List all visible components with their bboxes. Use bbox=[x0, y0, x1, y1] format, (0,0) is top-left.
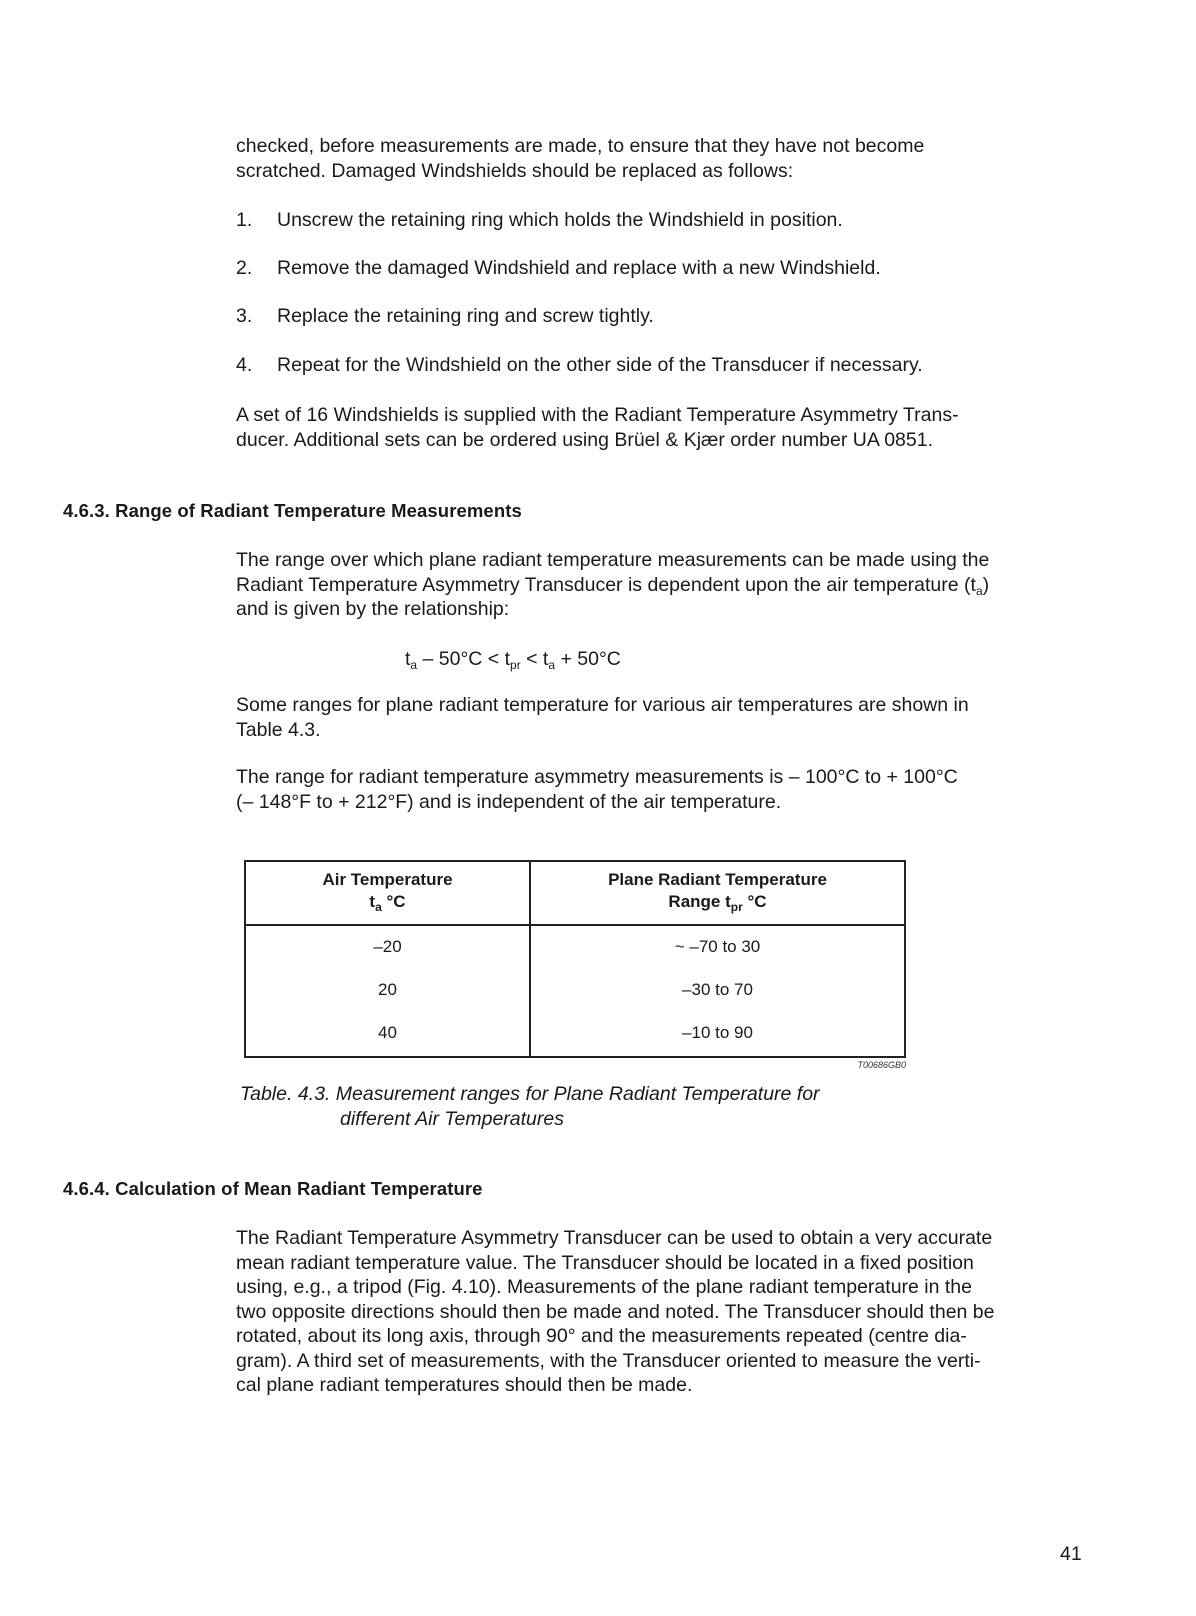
range-line-2-close: ) bbox=[982, 573, 990, 596]
table-cell-air: 40 bbox=[378, 1023, 397, 1042]
mean-radiant-line: using, e.g., a tripod (Fig. 4.10). Measurements of the plane radiant temperature in the bbox=[236, 1276, 972, 1298]
formula-mid1: – 50°C < t bbox=[417, 648, 511, 670]
range-line-2-text: Radiant Temperature Asymmetry Transducer is dependent upon the air temperature (t bbox=[236, 573, 976, 596]
intro-line-1: checked, before measurements are made, to ensure that they have not become bbox=[236, 135, 925, 157]
section-heading-4-6-4: 4.6.4. Calculation of Mean Radiant Temperature bbox=[63, 1178, 483, 1199]
header-radiant-label: Range t bbox=[668, 892, 731, 911]
formula-sub-a2: a bbox=[548, 658, 556, 672]
formula-sub-a1: a bbox=[410, 658, 418, 672]
table-cell-range: –30 to 70 bbox=[682, 980, 753, 999]
ranges-line-2: Table 4.3. bbox=[236, 718, 321, 741]
header-air-line-1: Air Temperature bbox=[322, 870, 453, 889]
mean-radiant-paragraph bbox=[236, 1226, 1082, 1398]
step-text: Replace the retaining ring and screw tightly. bbox=[277, 305, 654, 327]
header-radiant-subscript: pr bbox=[730, 900, 743, 914]
range-line-3: and is given by the relationship: bbox=[236, 598, 510, 620]
step-1 bbox=[236, 208, 1082, 232]
caption-line-2: different Air Temperatures bbox=[340, 1107, 564, 1130]
mean-radiant-line: The Radiant Temperature Asymmetry Transducer can be used to obtain a very accurate bbox=[236, 1227, 993, 1249]
formula-mid2: < t bbox=[520, 648, 549, 670]
range-formula bbox=[405, 648, 621, 671]
step-number: 1. bbox=[236, 209, 253, 231]
step-text: Repeat for the Windshield on the other side of the Transducer if necessary. bbox=[277, 354, 923, 376]
mean-radiant-line: cal plane radiant temperatures should then be made. bbox=[236, 1374, 693, 1396]
ranges-line-1: Some ranges for plane radiant temperature for various air temperatures are shown in bbox=[236, 694, 969, 716]
table-reference-code: T00686GB0 bbox=[857, 1060, 906, 1070]
table-header-air-temperature bbox=[246, 869, 529, 913]
header-air-subscript: a bbox=[375, 900, 382, 914]
table-header-divider bbox=[244, 924, 906, 926]
mean-radiant-line: gram). A third set of measurements, with the Transducer oriented to measure the verti- bbox=[236, 1349, 981, 1372]
range-paragraph bbox=[236, 548, 1082, 622]
header-radiant-unit: °C bbox=[742, 892, 767, 911]
intro-paragraph bbox=[236, 134, 1082, 183]
header-air-symbol: t bbox=[369, 892, 376, 911]
step-number: 3. bbox=[236, 305, 253, 327]
mean-radiant-line: mean radiant temperature value. The Transducer should be located in a fixed position bbox=[236, 1251, 974, 1274]
mean-radiant-line: two opposite directions should then be made and noted. The Transducer should then be bbox=[236, 1300, 995, 1323]
supply-note-line-1: A set of 16 Windshields is supplied with the Radiant Temperature Asymmetry Trans- bbox=[236, 404, 959, 426]
page-number: 41 bbox=[1060, 1543, 1082, 1565]
supply-note-line-2: ducer. Additional sets can be ordered using Brüel & Kjær order number UA 0851. bbox=[236, 428, 933, 451]
ranges-table-reference-paragraph bbox=[236, 693, 1082, 742]
table-caption bbox=[240, 1082, 904, 1131]
caption-line-1: Table. 4.3. Measurement ranges for Plane Radiant Temperature for bbox=[240, 1083, 820, 1105]
step-text: Unscrew the retaining ring which holds the Windshield in position. bbox=[277, 209, 843, 231]
asymmetry-line-2: (– 148°F to + 212°F) and is independent of the air temperature. bbox=[236, 790, 782, 813]
formula-t1: t bbox=[405, 648, 411, 670]
table-header-plane-radiant bbox=[531, 869, 904, 913]
header-radiant-line-1: Plane Radiant Temperature bbox=[608, 870, 827, 889]
supply-note-paragraph bbox=[236, 403, 1082, 452]
header-air-unit: °C bbox=[381, 892, 406, 911]
table-cell-air: 20 bbox=[378, 980, 397, 999]
step-number: 2. bbox=[236, 257, 253, 279]
step-3 bbox=[236, 304, 1082, 328]
asymmetry-line-1: The range for radiant temperature asymmetry measurements is – 100°C to + 100°C bbox=[236, 766, 958, 788]
header-air-line-2 bbox=[246, 891, 529, 913]
table-cell-range: ~ –70 to 30 bbox=[674, 937, 761, 956]
step-text: Remove the damaged Windshield and replace with a new Windshield. bbox=[277, 257, 881, 279]
formula-sub-pr: pr bbox=[510, 658, 521, 672]
range-line-2-subscript: a bbox=[975, 583, 983, 598]
formula-end: + 50°C bbox=[555, 648, 621, 670]
step-2 bbox=[236, 256, 1082, 280]
asymmetry-range-paragraph bbox=[236, 765, 1082, 814]
mean-radiant-line: rotated, about its long axis, through 90° and the measurements repeated (centre dia- bbox=[236, 1325, 967, 1347]
header-radiant-line-2 bbox=[531, 891, 904, 913]
table-cell-range: –10 to 90 bbox=[682, 1023, 753, 1042]
step-number: 4. bbox=[236, 354, 253, 376]
step-4 bbox=[236, 353, 1082, 377]
table-cell-air: –20 bbox=[373, 937, 402, 956]
range-line-2 bbox=[236, 573, 1082, 598]
intro-line-2: scratched. Damaged Windshields should be replaced as follows: bbox=[236, 159, 794, 182]
section-heading-4-6-3: 4.6.3. Range of Radiant Temperature Measurements bbox=[63, 500, 522, 521]
range-line-1: The range over which plane radiant temperature measurements can be made using the bbox=[236, 549, 990, 571]
